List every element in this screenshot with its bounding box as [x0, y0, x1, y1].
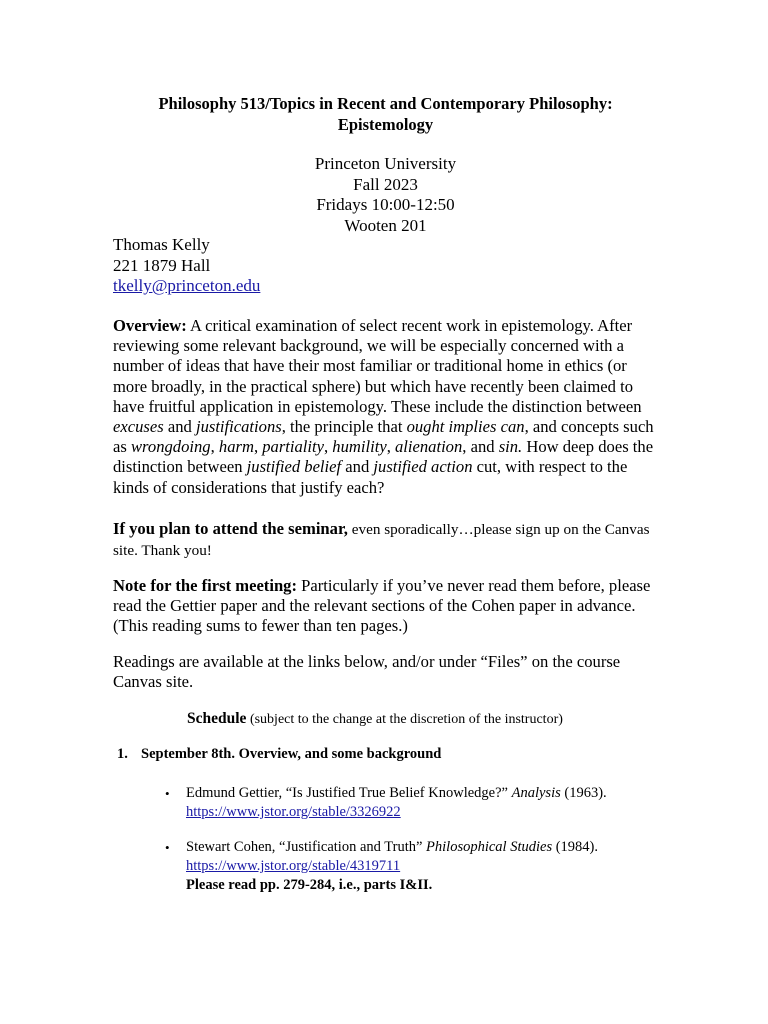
attend-label: If you plan to attend the seminar, [113, 519, 348, 538]
overview-text: , [210, 437, 219, 457]
first-meeting-paragraph [113, 576, 661, 637]
overview-text: cut, with respect to the kinds of considerations that justify each? [113, 457, 628, 497]
term-justified-action: justified action [373, 457, 473, 477]
term-humility: humility [332, 437, 387, 457]
first-meeting-label: Note for the first meeting: [113, 576, 297, 595]
first-meeting-text: Particularly if you’ve never read them before, please read the Gettier paper and the relevant sections of the Cohen paper in advance. (This reading sums to fewer than ten pages.) [113, 576, 651, 636]
bullet-icon: • [165, 840, 170, 855]
reading-citation: Stewart Cohen, “Justification and Truth” [186, 839, 427, 855]
overview-text: A critical examination of select recent work in epistemology. After reviewing some relevant background, we will be especially concerned with a number of ideas that have their most familiar or traditional home in ethics (or more broadly, in the practical sphere) but which have recently been claimed to have fruitful application in epistemology. These include the distinction between [113, 316, 642, 416]
instructor-info [113, 235, 658, 297]
overview-label: Overview: [113, 316, 187, 335]
overview-text: How deep does the distinction between [113, 437, 654, 477]
reading-citation: Edmund Gettier, “Is Justified True Belief Knowledge?” [186, 785, 512, 801]
reading-link[interactable]: https://www.jstor.org/stable/4319711 [186, 858, 401, 874]
reading-link[interactable]: https://www.jstor.org/stable/3326922 [186, 804, 401, 820]
overview-paragraph [113, 316, 661, 498]
week-title: September 8th. Overview, and some background [141, 746, 442, 762]
reading-year: (1984). [552, 839, 599, 855]
course-title-line2: Epistemology [337, 115, 434, 134]
week-number: 1. [117, 746, 128, 762]
term-excuses: excuses [113, 417, 164, 437]
schedule-subtitle: (subject to the change at the discretion of the instructor) [246, 712, 563, 727]
reading-note: Please read pp. 279-284, i.e., parts I&II. [186, 877, 433, 893]
university: Princeton University [314, 154, 457, 173]
overview-text: and [341, 457, 374, 477]
reading-journal: Analysis [511, 785, 561, 801]
instructor-name: Thomas Kelly [113, 235, 210, 254]
schedule-heading [187, 710, 563, 728]
reading-journal: Philosophical Studies [426, 839, 553, 855]
bullet-icon: • [165, 786, 170, 801]
overview-text: and [163, 417, 196, 437]
term-partiality: partiality [262, 437, 324, 457]
attend-paragraph [113, 519, 661, 561]
instructor-email-link[interactable]: tkelly@princeton.edu [113, 276, 261, 295]
term-sin: sin. [498, 437, 523, 457]
course-info [113, 154, 658, 236]
readings-note: Readings are available at the links below, and/or under “Files” on the course Canvas site. [113, 652, 621, 692]
reading-year: (1963). [560, 785, 607, 801]
overview-text: , and [462, 437, 499, 457]
overview-text: , [253, 437, 263, 457]
meeting-time: Fridays 10:00-12:50 [316, 195, 455, 214]
overview-text: , [386, 437, 395, 457]
attend-text: even sporadically…please sign up on the Canvas site. Thank you! [113, 521, 650, 560]
course-title [113, 93, 658, 135]
term-alienation: alienation [394, 437, 463, 457]
overview-text: , and concepts such as [113, 417, 654, 457]
overview-text: , the principle that [281, 417, 407, 437]
overview-text: , [324, 437, 333, 457]
term: Fall 2023 [353, 174, 418, 194]
meeting-room: Wooten 201 [344, 215, 427, 235]
term-wrongdoing: wrongdoing [130, 437, 211, 457]
course-title-line1: Philosophy 513/Topics in Recent and Contemporary Philosophy: [158, 94, 613, 113]
schedule-label: Schedule [187, 710, 247, 727]
term-justifications: justifications [195, 417, 282, 437]
term-justified-belief: justified belief [246, 457, 342, 477]
week-heading [117, 746, 441, 763]
term-harm: harm [218, 437, 254, 457]
term-ought-implies-can: ought implies can [406, 417, 525, 437]
instructor-office: 221 1879 Hall [113, 255, 211, 275]
